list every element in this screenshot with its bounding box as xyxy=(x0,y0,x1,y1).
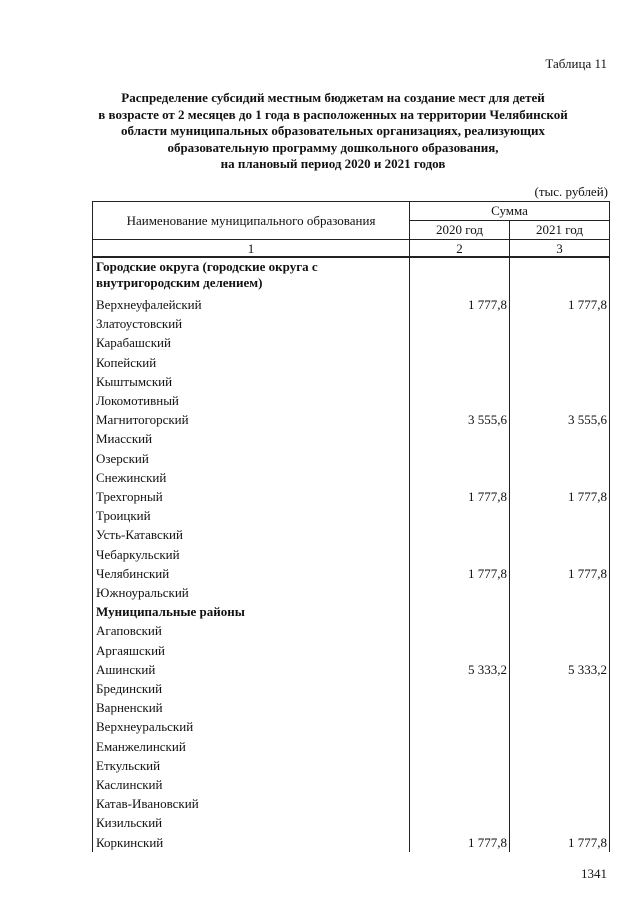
municipality-name: Агаповский xyxy=(93,621,410,640)
page-number: 1341 xyxy=(581,866,607,881)
municipality-name: Еткульский xyxy=(93,756,410,775)
table-row xyxy=(93,813,610,832)
amount-2020: 1 777,8 xyxy=(410,833,510,852)
amount-2021 xyxy=(510,583,610,602)
amount-2021 xyxy=(510,449,610,468)
municipality-name: Катав-Ивановский xyxy=(93,794,410,813)
table-row xyxy=(93,295,610,314)
amount-2020 xyxy=(410,525,510,544)
table-row xyxy=(93,641,610,660)
amount-2020: 5 333,2 xyxy=(410,660,510,679)
table-row xyxy=(93,621,610,640)
municipality-name: Трехгорный xyxy=(93,487,410,506)
empty-cell xyxy=(510,257,610,295)
amount-2020 xyxy=(410,737,510,756)
amount-2021: 1 777,8 xyxy=(510,487,610,506)
amount-2020 xyxy=(410,621,510,640)
table-row xyxy=(93,429,610,448)
title-line: на плановый период 2020 и 2021 годов xyxy=(220,156,446,171)
amount-2020: 3 555,6 xyxy=(410,410,510,429)
municipality-name: Снежинский xyxy=(93,468,410,487)
section-title: Муниципальные районы xyxy=(93,602,410,621)
municipality-name: Копейский xyxy=(93,353,410,372)
amount-2021: 1 777,8 xyxy=(510,833,610,852)
amount-2021 xyxy=(510,794,610,813)
table-row xyxy=(93,564,610,583)
title-line: образовательную программу дошкольного образования, xyxy=(167,139,499,155)
column-number-1: 1 xyxy=(93,240,410,258)
amount-2021 xyxy=(510,641,610,660)
document-title xyxy=(60,90,606,173)
column-number-3: 3 xyxy=(510,240,610,258)
amount-2020 xyxy=(410,641,510,660)
table-row xyxy=(93,545,610,564)
amount-2020 xyxy=(410,717,510,736)
title-line: Распределение субсидий местным бюджетам на создание мест для детей xyxy=(121,90,545,105)
municipality-name: Еманжелинский xyxy=(93,737,410,756)
municipality-name: Озерский xyxy=(93,449,410,468)
amount-2021 xyxy=(510,525,610,544)
amount-2021: 5 333,2 xyxy=(510,660,610,679)
table-row xyxy=(93,314,610,333)
municipality-name: Каслинский xyxy=(93,775,410,794)
table-row xyxy=(93,679,610,698)
municipality-name: Чебаркульский xyxy=(93,545,410,564)
amount-2020 xyxy=(410,698,510,717)
amount-2020 xyxy=(410,391,510,410)
municipality-name: Миасский xyxy=(93,429,410,448)
amount-2020 xyxy=(410,449,510,468)
amount-2021 xyxy=(510,353,610,372)
municipality-name: Карабашский xyxy=(93,333,410,352)
amount-2020 xyxy=(410,794,510,813)
table-row xyxy=(93,756,610,775)
table-row xyxy=(93,391,610,410)
column-number-2: 2 xyxy=(410,240,510,258)
municipality-name: Усть-Катавский xyxy=(93,525,410,544)
column-header-sum: Сумма xyxy=(410,202,610,221)
amount-2020 xyxy=(410,583,510,602)
amount-2021 xyxy=(510,391,610,410)
table-row xyxy=(93,833,610,852)
municipality-name: Златоустовский xyxy=(93,314,410,333)
municipality-name: Магнитогорский xyxy=(93,410,410,429)
municipality-name: Аргаяшский xyxy=(93,641,410,660)
subsidy-table xyxy=(92,201,610,852)
table-row xyxy=(93,410,610,429)
table-row xyxy=(93,660,610,679)
amount-2021 xyxy=(510,621,610,640)
title-line: в возрасте от 2 месяцев до 1 года в расположенных на территории Челябинской xyxy=(98,106,568,122)
amount-2021: 3 555,6 xyxy=(510,410,610,429)
municipality-name: Брединский xyxy=(93,679,410,698)
empty-cell xyxy=(410,602,510,621)
section-header-row xyxy=(93,257,610,295)
amount-2020: 1 777,8 xyxy=(410,564,510,583)
amount-2021 xyxy=(510,372,610,391)
amount-2020 xyxy=(410,314,510,333)
municipality-name: Челябинский xyxy=(93,564,410,583)
amount-2021 xyxy=(510,756,610,775)
section-title: Городские округа (городские округа с внутригородским делением) xyxy=(93,257,410,295)
table-row xyxy=(93,583,610,602)
amount-2021 xyxy=(510,333,610,352)
table-row xyxy=(93,737,610,756)
amount-2021: 1 777,8 xyxy=(510,295,610,314)
amount-2020: 1 777,8 xyxy=(410,487,510,506)
column-header-name: Наименование муниципального образования xyxy=(93,202,410,240)
municipality-name: Верхнеуфалейский xyxy=(93,295,410,314)
amount-2021 xyxy=(510,314,610,333)
amount-2021 xyxy=(510,679,610,698)
municipality-name: Троицкий xyxy=(93,506,410,525)
table-body xyxy=(93,257,610,852)
amount-2020 xyxy=(410,756,510,775)
table-row xyxy=(93,468,610,487)
amount-2020: 1 777,8 xyxy=(410,295,510,314)
table-row xyxy=(93,506,610,525)
amount-2021 xyxy=(510,717,610,736)
amount-2020 xyxy=(410,813,510,832)
amount-2020 xyxy=(410,429,510,448)
table-row xyxy=(93,449,610,468)
section-header-row xyxy=(93,602,610,621)
amount-2021 xyxy=(510,545,610,564)
amount-2020 xyxy=(410,353,510,372)
amount-2020 xyxy=(410,372,510,391)
amount-2021: 1 777,8 xyxy=(510,564,610,583)
table-row xyxy=(93,698,610,717)
table-row xyxy=(93,525,610,544)
table-row xyxy=(93,333,610,352)
table-header xyxy=(93,202,610,258)
empty-cell xyxy=(410,257,510,295)
amount-2021 xyxy=(510,737,610,756)
table-row xyxy=(93,487,610,506)
title-line: области муниципальных образовательных организациях, реализующих xyxy=(121,123,545,138)
column-header-2020: 2020 год xyxy=(410,221,510,240)
table-row xyxy=(93,372,610,391)
amount-2021 xyxy=(510,506,610,525)
table-row xyxy=(93,717,610,736)
column-header-2021: 2021 год xyxy=(510,221,610,240)
amount-2021 xyxy=(510,813,610,832)
municipality-name: Южноуральский xyxy=(93,583,410,602)
municipality-name: Кыштымский xyxy=(93,372,410,391)
municipality-name: Варненский xyxy=(93,698,410,717)
table-row xyxy=(93,775,610,794)
empty-cell xyxy=(510,602,610,621)
amount-2020 xyxy=(410,545,510,564)
municipality-name: Локомотивный xyxy=(93,391,410,410)
municipality-name: Верхнеуральский xyxy=(93,717,410,736)
amount-2021 xyxy=(510,775,610,794)
municipality-name: Коркинский xyxy=(93,833,410,852)
municipality-name: Ашинский xyxy=(93,660,410,679)
amount-2021 xyxy=(510,698,610,717)
table-row xyxy=(93,353,610,372)
amount-2020 xyxy=(410,775,510,794)
table-row xyxy=(93,794,610,813)
table-number-label: Таблица 11 xyxy=(545,56,607,71)
amount-2021 xyxy=(510,429,610,448)
amount-2021 xyxy=(510,468,610,487)
amount-2020 xyxy=(410,468,510,487)
amount-2020 xyxy=(410,333,510,352)
units-label: (тыс. рублей) xyxy=(534,184,608,199)
municipality-name: Кизильский xyxy=(93,813,410,832)
amount-2020 xyxy=(410,679,510,698)
amount-2020 xyxy=(410,506,510,525)
